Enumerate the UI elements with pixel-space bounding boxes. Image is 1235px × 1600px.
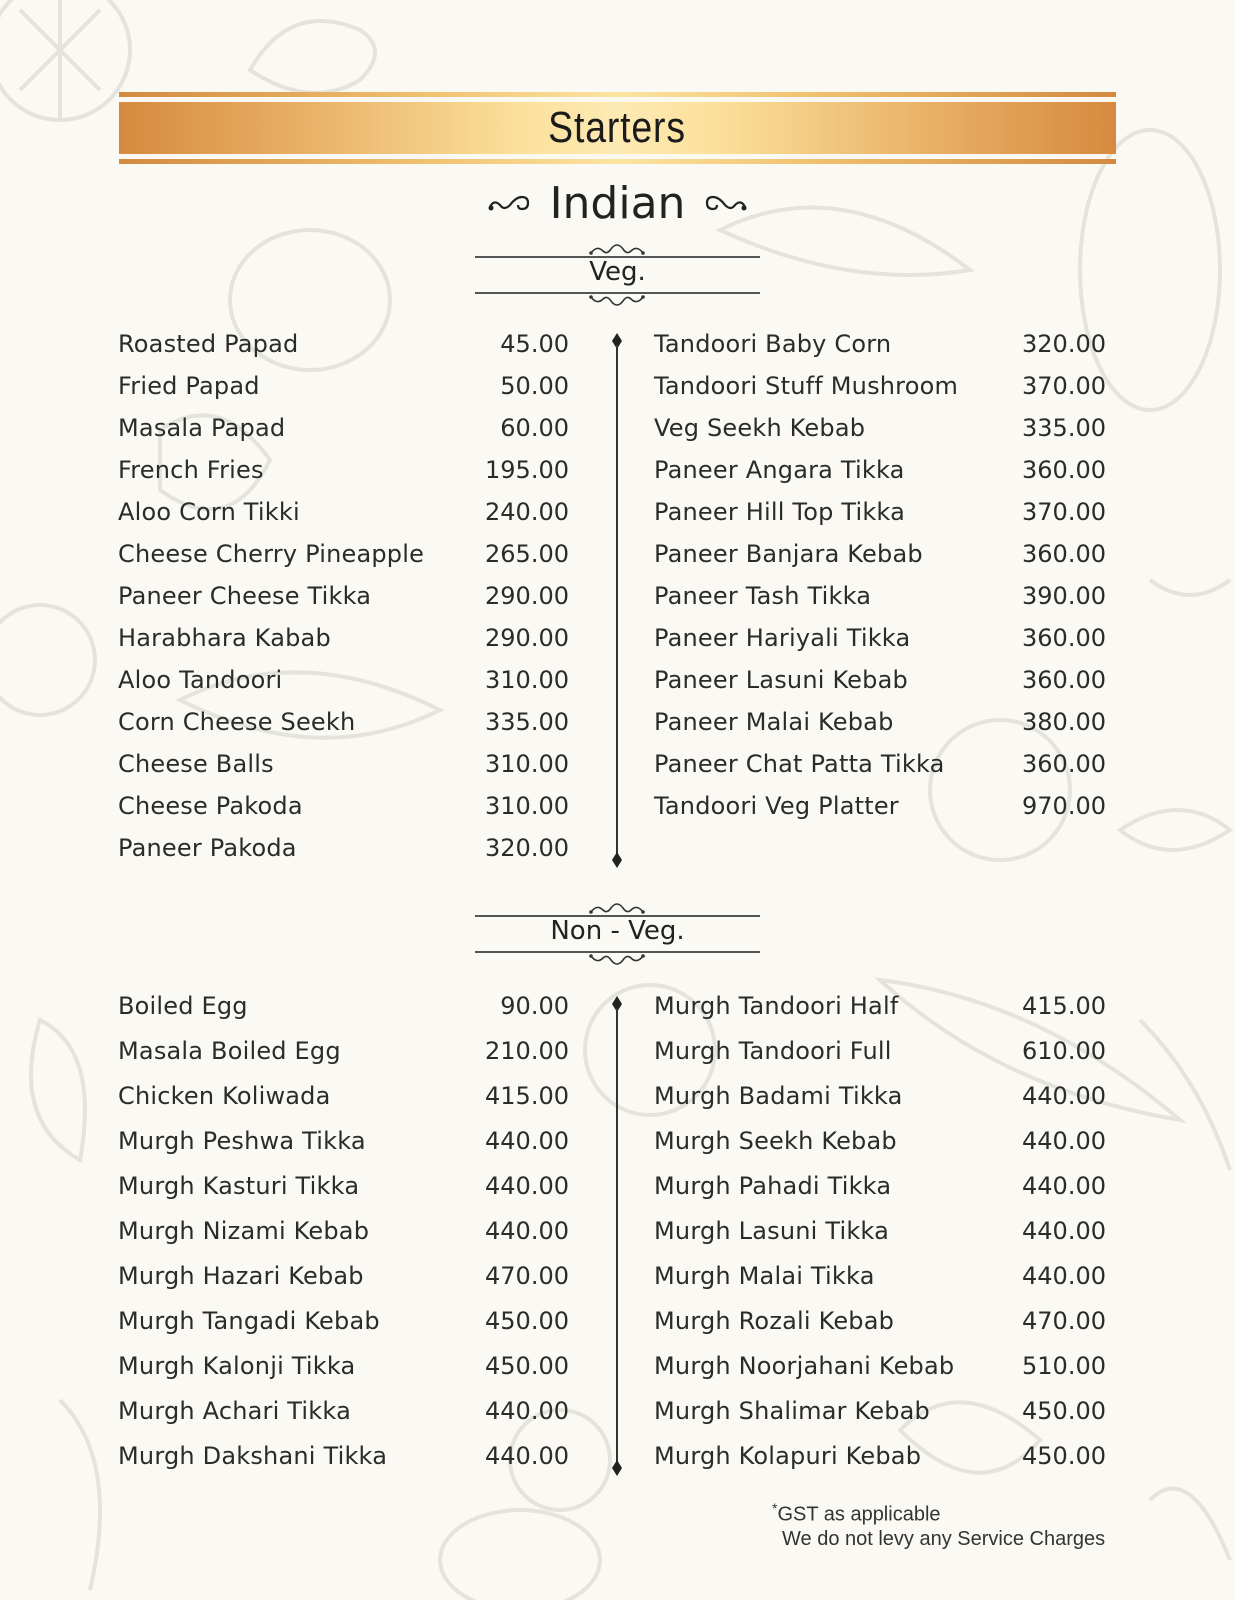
menu-item: Murgh Kasturi Tikka 440.00 — [118, 1172, 569, 1200]
menu-item: Paneer Cheese Tikka 290.00 — [118, 582, 569, 610]
menu-item: Murgh Rozali Kebab 470.00 — [654, 1307, 1106, 1335]
ornament-bottom-icon — [587, 293, 647, 307]
menu-item: Tandoori Veg Platter 970.00 — [654, 792, 1106, 820]
menu-item: Boiled Egg 90.00 — [118, 992, 569, 1020]
ornament-top-icon — [587, 902, 647, 916]
starters-banner — [119, 92, 1116, 164]
menu-item: Paneer Malai Kebab 380.00 — [654, 708, 1106, 736]
menu-item: Murgh Badami Tikka 440.00 — [654, 1082, 1106, 1110]
menu-item: French Fries 195.00 — [118, 456, 569, 484]
menu-item: Murgh Pahadi Tikka 440.00 — [654, 1172, 1106, 1200]
menu-item: Murgh Achari Tikka 440.00 — [118, 1397, 569, 1425]
page-title: Starters — [548, 103, 687, 152]
cuisine-heading — [0, 178, 1235, 229]
menu-item: Murgh Seekh Kebab 440.00 — [654, 1127, 1106, 1155]
menu-item: Roasted Papad 45.00 — [118, 330, 569, 358]
menu-item: Tandoori Baby Corn 320.00 — [654, 330, 1106, 358]
swirl-left-icon — [486, 191, 532, 217]
menu-item: Murgh Tandoori Half 415.00 — [654, 992, 1106, 1020]
menu-item: Harabhara Kabab 290.00 — [118, 624, 569, 652]
menu-item: Paneer Pakoda 320.00 — [118, 834, 569, 862]
menu-item: Paneer Chat Patta Tikka 360.00 — [654, 750, 1106, 778]
menu-item: Paneer Angara Tikka 360.00 — [654, 456, 1106, 484]
gst-note: *GST as applicable — [772, 1500, 941, 1526]
veg-section-header — [475, 243, 760, 303]
banner-bottom-rule — [119, 159, 1116, 164]
menu-item: Murgh Shalimar Kebab 450.00 — [654, 1397, 1106, 1425]
menu-item: Masala Boiled Egg 210.00 — [118, 1037, 569, 1065]
column-divider — [616, 1008, 618, 1464]
menu-item: Tandoori Stuff Mushroom 370.00 — [654, 372, 1106, 400]
menu-item: Cheese Cherry Pineapple 265.00 — [118, 540, 569, 568]
footnote — [772, 1496, 1105, 1551]
menu-item: Aloo Tandoori 310.00 — [118, 666, 569, 694]
menu-item: Paneer Lasuni Kebab 360.00 — [654, 666, 1106, 694]
menu-item: Murgh Noorjahani Kebab 510.00 — [654, 1352, 1106, 1380]
menu-item: Murgh Dakshani Tikka 440.00 — [118, 1442, 569, 1470]
cuisine-title: Indian — [549, 178, 686, 229]
menu-item: Murgh Lasuni Tikka 440.00 — [654, 1217, 1106, 1245]
menu-item: Paneer Banjara Kebab 360.00 — [654, 540, 1106, 568]
menu-item: Masala Papad 60.00 — [118, 414, 569, 442]
menu-item: Murgh Tandoori Full 610.00 — [654, 1037, 1106, 1065]
menu-item: Murgh Tangadi Kebab 450.00 — [118, 1307, 569, 1335]
menu-item: Paneer Hariyali Tikka 360.00 — [654, 624, 1106, 652]
ornament-bottom-icon — [587, 952, 647, 966]
menu-item: Veg Seekh Kebab 335.00 — [654, 414, 1106, 442]
banner-top-rule — [119, 92, 1116, 97]
menu-item: Murgh Peshwa Tikka 440.00 — [118, 1127, 569, 1155]
menu-item: Fried Papad 50.00 — [118, 372, 569, 400]
menu-item: Paneer Hill Top Tikka 370.00 — [654, 498, 1106, 526]
section-title-nonveg: Non - Veg. — [550, 916, 685, 946]
nonveg-section-header — [475, 902, 760, 962]
ornament-top-icon — [587, 243, 647, 257]
menu-item: Murgh Hazari Kebab 470.00 — [118, 1262, 569, 1290]
menu-item: Murgh Kalonji Tikka 450.00 — [118, 1352, 569, 1380]
banner-bar — [119, 102, 1116, 154]
menu-item: Aloo Corn Tikki 240.00 — [118, 498, 569, 526]
menu-item: Murgh Kolapuri Kebab 450.00 — [654, 1442, 1106, 1470]
divider-diamond-bottom-icon — [612, 852, 622, 868]
menu-item: Chicken Koliwada 415.00 — [118, 1082, 569, 1110]
menu-item: Cheese Balls 310.00 — [118, 750, 569, 778]
swirl-right-icon — [703, 191, 749, 217]
menu-item: Paneer Tash Tikka 390.00 — [654, 582, 1106, 610]
menu-item: Cheese Pakoda 310.00 — [118, 792, 569, 820]
service-charge-note: We do not levy any Service Charges — [782, 1527, 1106, 1550]
column-divider — [616, 345, 618, 855]
divider-diamond-bottom-icon — [612, 1460, 622, 1476]
menu-item: Murgh Malai Tikka 440.00 — [654, 1262, 1106, 1290]
menu-item: Murgh Nizami Kebab 440.00 — [118, 1217, 569, 1245]
section-title-veg: Veg. — [589, 257, 646, 287]
menu-item: Corn Cheese Seekh 335.00 — [118, 708, 569, 736]
